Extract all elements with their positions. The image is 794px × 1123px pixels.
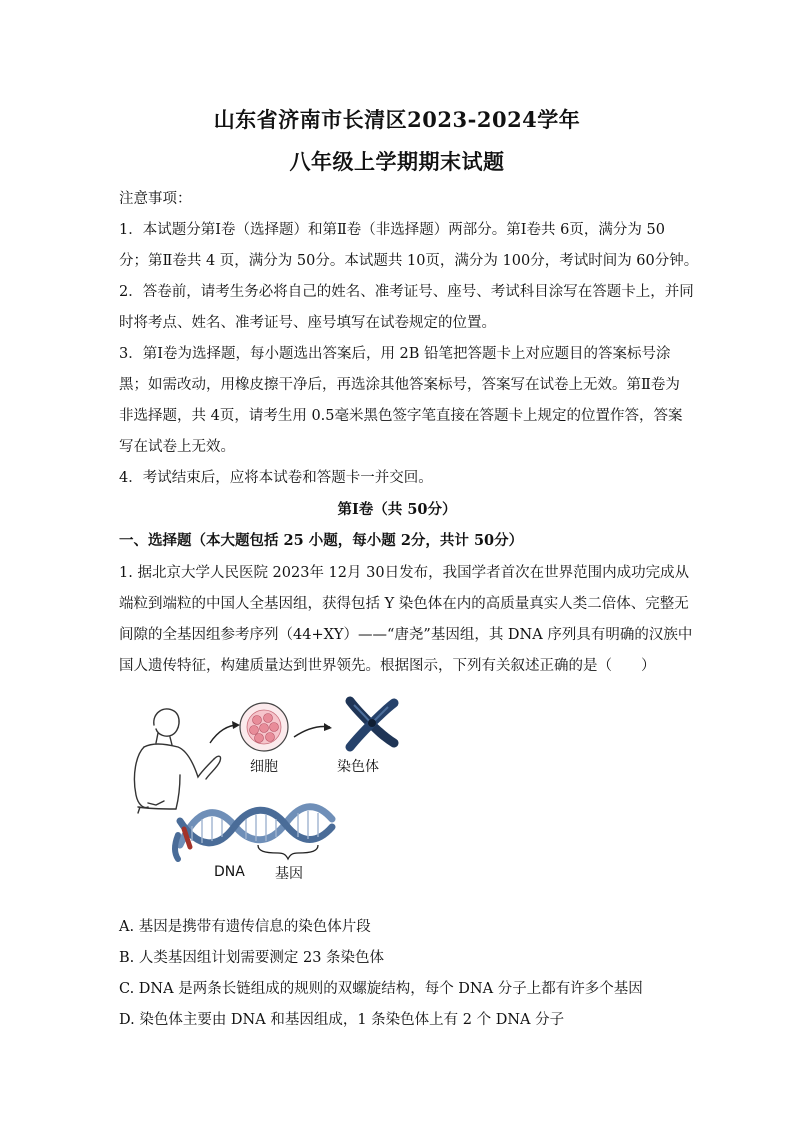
option-c: C. DNA 是两条长链组成的规则的双螺旋结构，每个 DNA 分子上都有许多个基因 xyxy=(119,981,643,997)
chromosome-label: 染色体 xyxy=(337,759,379,775)
notice-line: 时将考点、姓名、准考证号、座号填写在试卷规定的位置。 xyxy=(119,315,496,331)
exam-title-line2: 八年级上学期期末试题 xyxy=(289,149,505,174)
option-d: D. 染色体主要由 DNA 和基因组成，1 条染色体上有 2 个 DNA 分子 xyxy=(119,1012,565,1028)
option-a: A. 基因是携带有遗传信息的染色体片段 xyxy=(119,919,371,935)
cell-label: 细胞 xyxy=(250,759,278,775)
gene-brace xyxy=(258,845,318,859)
dna-label: DNA xyxy=(214,864,245,880)
dna-helix-illustration xyxy=(175,807,332,859)
question-text-line: 端粒到端粒的中国人全基因组，获得包括 Y 染色体在内的高质量真实人类二倍体、完整无 xyxy=(119,596,689,612)
person-illustration xyxy=(134,709,220,813)
arrow-head xyxy=(232,721,240,729)
notice-line: 2．答卷前，请考生务必将自己的姓名、准考证号、座号、考试科目涂写在答题卡上，并同 xyxy=(119,284,694,300)
question-text-line: 间隙的全基因组参考序列（44+XY）——“唐尧”基因组，其 DNA 序列具有明确的汉族中 xyxy=(119,627,693,643)
arrow-head xyxy=(324,723,332,731)
notice-line: 非选择题，共 4页，请考生用 0.5毫米黑色签字笔直接在答题卡上规定的位置作答，答案 xyxy=(119,408,683,424)
section-title: 第Ⅰ卷（共 50分） xyxy=(337,501,457,518)
cell-illustration xyxy=(240,703,288,751)
notice-line: 3．第Ⅰ卷为选择题，每小题选出答案后，用 2B 铅笔把答题卡上对应题目的答案标号涂 xyxy=(119,346,671,362)
notice-line: 黑；如需改动，用橡皮擦干净后，再选涂其他答案标号，答案写在试卷上无效。第Ⅱ卷为 xyxy=(119,377,680,393)
question-text-line: 1. 据北京大学人民医院 2023年 12月 30日发布，我国学者首次在世界范围内成功完成从 xyxy=(119,565,690,581)
option-b: B. 人类基因组计划需要测定 23 条染色体 xyxy=(119,950,385,966)
question-figure xyxy=(118,695,418,890)
chromosome-illustration xyxy=(350,701,394,747)
question-text-line: 国人遗传特征，构建质量达到世界领先。根据图示，下列有关叙述正确的是（ ） xyxy=(119,658,656,674)
notice-heading: 注意事项： xyxy=(119,191,192,207)
notice-line: 写在试卷上无效。 xyxy=(119,439,235,455)
notice-line: 分；第Ⅱ卷共 4 页，满分为 50分。本试题共 10页，满分为 100分，考试时间为 60分钟。 xyxy=(119,253,699,269)
gene-label: 基因 xyxy=(275,866,303,882)
notice-line: 4．考试结束后，应将本试卷和答题卡一并交回。 xyxy=(119,470,433,486)
part-heading: 一、选择题（本大题包括 25 小题，每小题 2分，共计 50分） xyxy=(119,532,524,549)
exam-title-line1: 山东省济南市长清区2023-2024学年 xyxy=(213,107,581,132)
notice-line: 1．本试题分第Ⅰ卷（选择题）和第Ⅱ卷（非选择题）两部分。第Ⅰ卷共 6页，满分为 50 xyxy=(119,222,665,238)
